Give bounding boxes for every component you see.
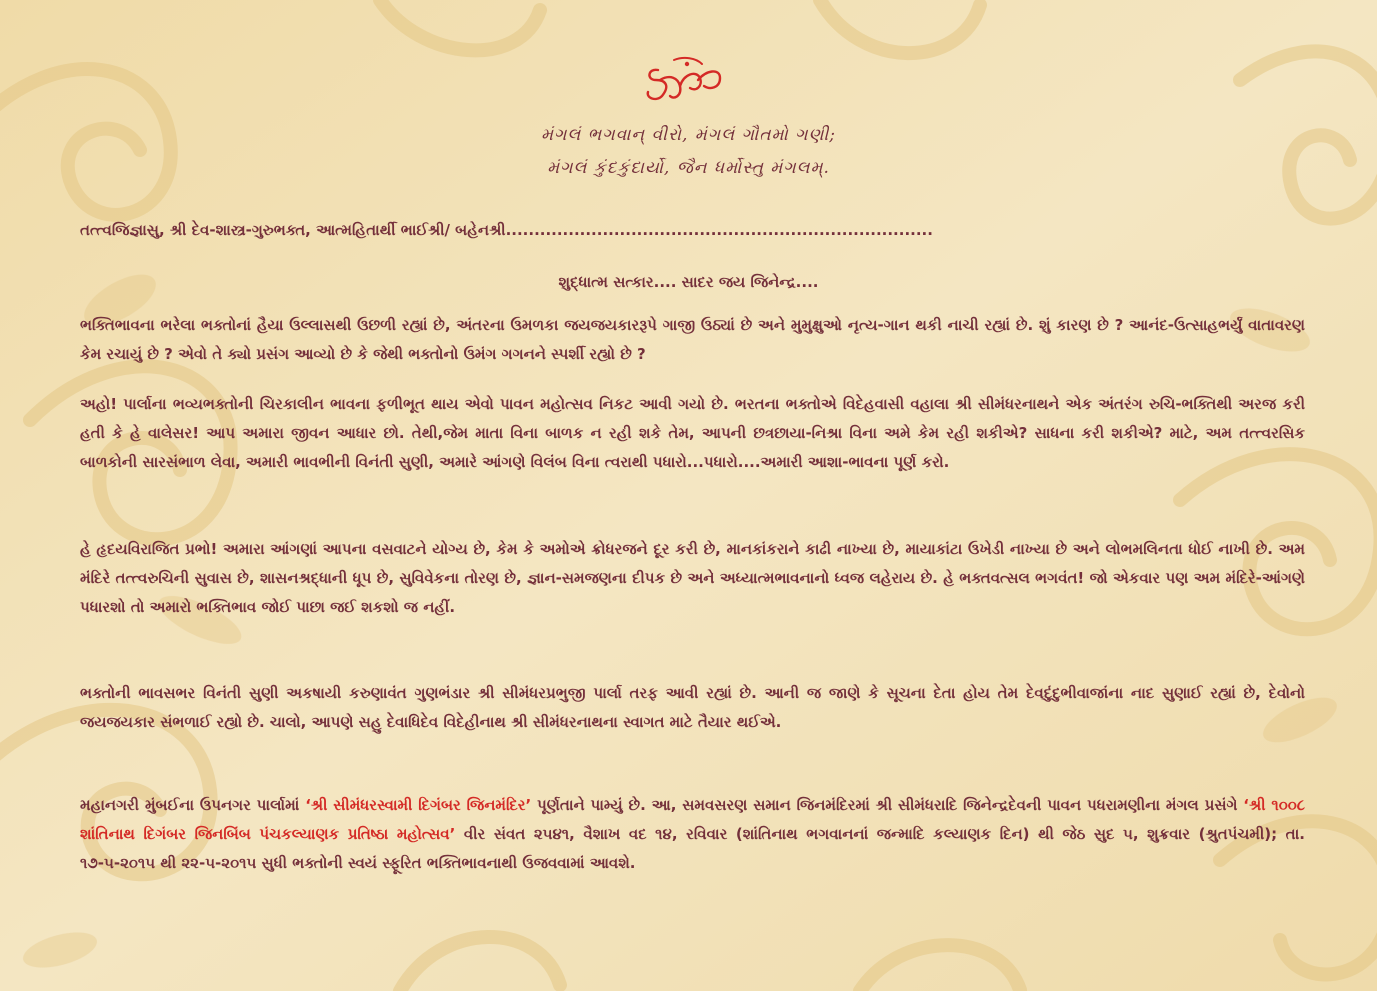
paragraph-4: ભક્તોની ભાવસભર વિનંતી સુણી અકષાયી કરુણાવંત ગુણભંડાર શ્રી સીમંધરપ્રભુજી પાર્લા તરફ આવી રહ્યાં છે. આની જ જાણે કે સૂચના દેતા હોય તેમ દેવદુંદુભીવાજાંના નાદ સુણાઈ રહ્યાં છે, દેવોનો જયજયકાર સંભળાઈ રહ્યો છે. ચાલો, આપણે સહુ દેવાધિદેવ વિદેહીનાથ શ્રી સીમંધરનાથના સ્વાગત માટે તૈયાર થઈએ. (80, 684, 1305, 731)
paragraph-1: ભક્તિભાવના ભરેલા ભક્તોનાં હૈયા ઉલ્લાસથી ઉછળી રહ્યાં છે, અંતરના ઉમળકા જયજયકારરૂપે ગાજી ઉઠ્યાં છે અને મુમુક્ષુઓ નૃત્ય-ગાન થકી નાચી રહ્યાં છે. શું કારણ છે ? આનંદ-ઉત્સાહભર્યું વાતાવરણ કેમ રચાયું છે ? એવો તે ક્યો પ્રસંગ આવ્યો છે કે જેથી ભક્તોનો ઉમંગ ગગનને સ્પર્શી રહ્યો છે ? (80, 316, 1305, 363)
paragraph-5-text-a: મહાનગરી મુંબઈના ઉપનગર પાર્લામાં (80, 796, 306, 814)
temple-name: ‘શ્રી સીમંધરસ્વામી દિગંબર જિનમંદિર’ (305, 796, 532, 814)
address-line: તત્ત્વજિજ્ઞાસુ, શ્રી દેવ-શાસ્ત્ર-ગુરુભક્ત, આત્મહિતાર્થી ભાઈશ્રી/ બહેનશ્રી........................................................................... (80, 221, 933, 239)
festival-name: ‘શ્રી ૧૦૦૮ શાંતિનાથ દિગંબર જિનબિંબ પંચકલ્યાણક પ્રતિષ્ઠા મહોત્સવ’ (80, 796, 1306, 843)
paragraph-2: અહો! પાર્લાના ભવ્યભક્તોની ચિરકાલીન ભાવના ફળીભૂત થાય એવો પાવન મહોત્સવ નિકટ આવી ગયો છે. ભરતના ભક્તોએ વિદેહવાસી વહાલા શ્રી સીમંધરનાથને એક અંતરંગ રુચિ-ભક્તિથી અરજ કરી હતી કે હે વાલેસર! આપ અમારા જીવન આધાર છો. તેથી,જેમ માતા વિના બાળક ન રહી શકે તેમ, આપની છત્રછાયા-નિશ્રા વિના અમે કેમ રહી શકીએ? સાધના કરી શકીએ? માટે, અમ તત્ત્વરસિક બાળકોની સારસંભાળ લેવા, અમારી ભાવભીની વિનંતી સુણી, અમારે આંગણે વિલંબ વિના ત્વરાથી પધારો...પધારો....અમારી આશા-ભાવના પૂર્ણ કરો. (80, 395, 1305, 471)
mantra-line-2: મંગલં કુંદકુંદાર્યો, જૈન ધર્મોસ્તુ મંગલમ્. (547, 158, 830, 178)
paragraph-5 (80, 791, 1305, 878)
greeting-line: શુદ્ધાત્મ સત્કાર.... સાદર જય જિનેન્દ્ર.... (558, 273, 819, 291)
paragraph-5-text-c: પૂર્ણતાને પામ્યું છે. આ, સમવસરણ સમાન જિનમંદિરમાં શ્રી સીમંધરાદિ જિનેન્દ્રદેવની પાવન પધરામણીના મંગલ પ્રસંગે (531, 796, 1244, 814)
paragraph-3: હે હૃદયવિરાજિત પ્રભો! અમારા આંગણાં આપના વસવાટને યોગ્ય છે, કેમ કે અમોએ ક્રોધરજને દૂર કરી છે, માનકાંકરાને કાઢી નાખ્યા છે, માયાકાંટા ઉખેડી નાખ્યા છે અને લોભમલિનતા ધોઈ નાખી છે. અમ મંદિરે તત્ત્વરુચિની સુવાસ છે, શાસનશ્રદ્ધાની ધૂપ છે, સુવિવેકના તોરણ છે, જ્ઞાન-સમજણના દીપક છે અને અધ્યાત્મભાવનાનો ધ્વજ લહેરાય છે. હે ભક્તવત્સલ ભગવંત! જો એકવાર પણ અમ મંદિરે-આંગણે પધારશો તો અમારો ભક્તિભાવ જોઈ પાછા જઈ શકશો જ નહીં. (80, 540, 1305, 616)
mantra-line-1: મંગલં ભગવાન્ વીરો, મંગલં ગૌતમો ગણી; (541, 125, 836, 145)
paragraph-5-text-e: વીર સંવત ૨૫૪૧, વૈશાખ વદ ૧૪, રવિવાર (શાંતિનાથ ભગવાનનાં જન્માદિ કલ્યાણક દિન) થી જેઠ સુદ ૫, શુક્રવાર (શ્રુતપંચમી); તા. ૧૭-૫-૨૦૧૫ થી ૨૨-૫-૨૦૧૫ સુધી ભક્તોની સ્વયં સ્ફૂરિત ભક્તિભાવનાથી ઉજવવામાં આવશે. (80, 825, 1305, 872)
om-symbol-icon (640, 56, 724, 106)
